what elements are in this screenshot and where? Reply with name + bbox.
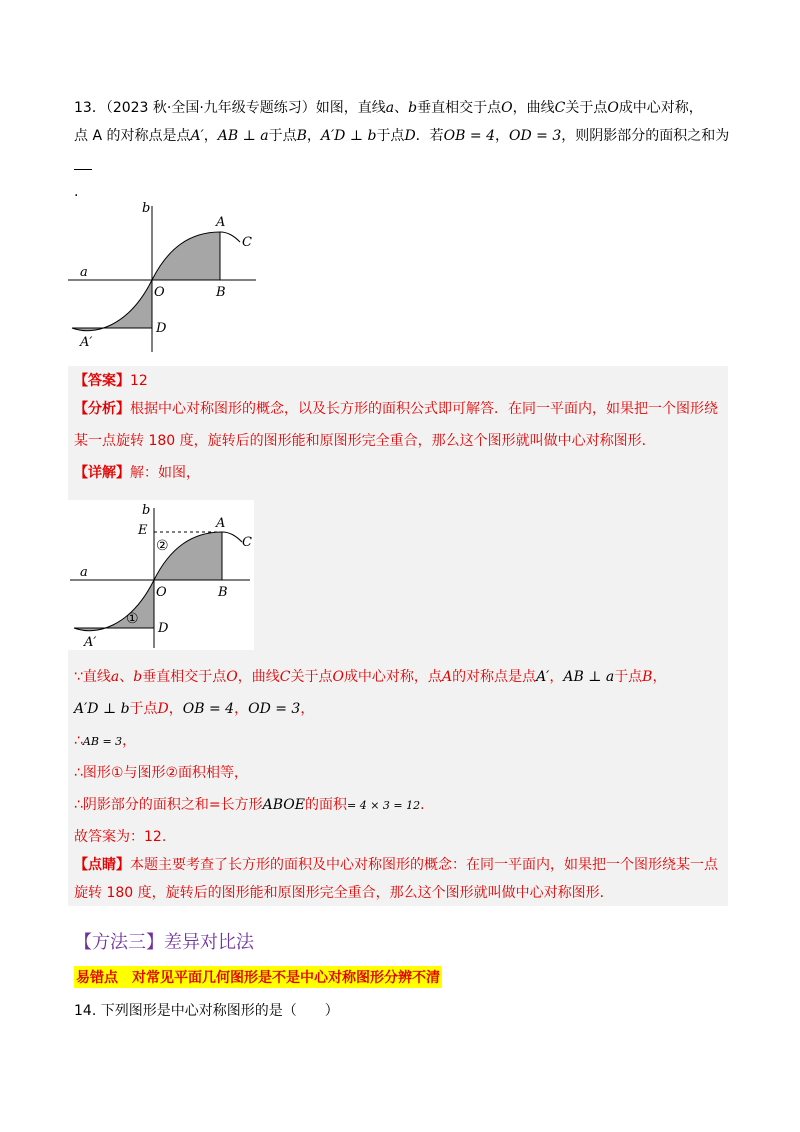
therefore-line-1 (74, 728, 136, 755)
shaded-region-1 (74, 580, 154, 631)
label-D: D (158, 621, 169, 636)
answer-blank (74, 155, 92, 170)
detail-text: 关于点 (290, 669, 333, 685)
var-d: D (404, 128, 416, 144)
detail-sep: 、 (119, 669, 134, 685)
eq-ob: OB = 4 (443, 128, 495, 144)
comment-line-1 (74, 852, 718, 878)
var-o: O (607, 100, 619, 116)
var-a: a (385, 100, 395, 116)
therefore-line-2: ∴图形①与图形②面积相等， (74, 765, 249, 781)
because-line-2 (74, 696, 314, 722)
detail-text: ∴阴影部分的面积之和=长方形 (74, 797, 263, 813)
comment-text: 本题主要考查了长方形的面积及中心对称图形的概念：在同一平面内，如果把一个图形绕某一点 (130, 857, 718, 873)
perp-ab-a: AB ⊥ a (563, 669, 615, 685)
detail-intro: 解：如图， (130, 465, 200, 481)
var-a-prime: A′ (190, 128, 204, 144)
answer-line (74, 368, 148, 394)
label-A-prime: A′ (84, 635, 97, 650)
var-b-point: B (296, 128, 307, 144)
shaded-region-2 (152, 232, 220, 280)
figure-2 (68, 500, 254, 650)
analysis-tag: 【分析】 (74, 401, 130, 417)
detail-text: ∴ (74, 733, 83, 749)
var-a-prime: A′ (536, 669, 550, 685)
shaded-region-1 (72, 280, 152, 331)
method-title: 【方法三】差异对比法 (74, 932, 254, 953)
answer-box (68, 366, 728, 906)
q13-text: 于点 (268, 128, 297, 144)
label-a: a (80, 565, 88, 580)
label-region-2: ② (156, 538, 169, 554)
detail-text: 垂直相交于点 (142, 669, 227, 685)
rect-abo-e: ABOE (262, 797, 305, 813)
eq-od: OD = 3 (248, 701, 301, 717)
detail-sep: ， (652, 669, 667, 685)
q13-text: ，曲线 (512, 100, 555, 116)
label-A-prime: A′ (80, 335, 93, 350)
detail-text: 成中心对称，点 (343, 669, 442, 685)
analysis-line-2: 某一点旋转 180 度，旋转后的图形能和原图形完全重合，那么这个图形就叫做中心对称图形． (74, 433, 656, 449)
var-a-point: A (441, 669, 453, 685)
q13-line-2 (74, 122, 734, 178)
q13-sep: ， (203, 128, 218, 144)
q13-line-3: . (74, 184, 79, 200)
comment-tag: 【点睛】 (74, 857, 130, 873)
label-A: A (216, 516, 226, 531)
perp-ad-b: A′D ⊥ b (74, 701, 130, 717)
q13-line-1 (74, 94, 734, 122)
q13-sep: ， (306, 128, 321, 144)
analysis-text: 根据中心对称图形的概念，以及长方形的面积公式即可解答．在同一平面内，如果把一个图形绕 (130, 401, 718, 417)
detail-sep: ， (168, 701, 183, 717)
label-D: D (156, 321, 167, 336)
q13-sep: ， (494, 128, 509, 144)
eq-ob: OB = 4 (182, 701, 235, 717)
detail-period: . (420, 797, 425, 813)
question-14: 14. 下列图形是中心对称图形的是（ ） (74, 1003, 339, 1019)
label-B: B (218, 585, 228, 600)
var-d: D (157, 701, 169, 717)
detail-line (74, 460, 200, 486)
label-C: C (242, 235, 252, 250)
eq-area: = 4 × 3 = 12 (347, 799, 421, 812)
comment-line-2: 旋转 180 度，旋转后的图形能和原图形完全重合，那么这个图形就叫做中心对称图形． (74, 885, 614, 901)
detail-sep: ， (549, 669, 564, 685)
label-region-1: ① (126, 611, 139, 627)
detail-sep: ， (122, 733, 137, 749)
label-a: a (80, 265, 88, 280)
pitfall-banner: 易错点 对常见平面几何图形是不是中心对称图形分辨不清 (74, 966, 442, 988)
label-E: E (138, 523, 148, 538)
detail-text: 于点 (614, 669, 643, 685)
detail-sep: ， (300, 701, 315, 717)
q13-text: ，则阴影部分的面积之和为 (561, 128, 730, 144)
answer-tag: 【答案】 (74, 373, 130, 389)
var-a: a (110, 669, 120, 685)
label-A: A (216, 215, 226, 230)
eq-od: OD = 3 (508, 128, 562, 144)
detail-tag: 【详解】 (74, 465, 130, 481)
var-b: b (408, 100, 418, 116)
eq-ab: AB = 3 (82, 735, 123, 748)
q13-text: ．若 (415, 128, 444, 144)
final-answer: 故答案为：12. (74, 829, 167, 845)
q13-text: 13．（2023 秋·全国·九年级专题练习）如图，直线 (74, 100, 386, 116)
detail-text: 的对称点是点 (452, 669, 537, 685)
detail-text: ∵直线 (74, 669, 111, 685)
figure-1 (68, 196, 268, 356)
detail-text: 的面积 (305, 797, 347, 813)
label-O: O (156, 585, 167, 600)
label-C: C (242, 535, 252, 550)
var-c: C (554, 100, 566, 116)
detail-text: ，曲线 (237, 669, 280, 685)
detail-sep: ， (234, 701, 249, 717)
question-13 (74, 94, 734, 206)
analysis-line-1 (74, 396, 718, 422)
var-o: O (501, 100, 513, 116)
var-b: b (133, 669, 143, 685)
q13-text: 关于点 (565, 100, 608, 116)
var-o: O (332, 669, 344, 685)
q13-text: 成中心对称， (618, 100, 703, 116)
label-O: O (154, 285, 165, 300)
because-line-1 (74, 664, 666, 690)
q13-sep: 、 (394, 100, 409, 116)
label-B: B (216, 285, 226, 300)
perp-ab-a: AB ⊥ a (217, 128, 269, 144)
var-o: O (226, 669, 238, 685)
therefore-line-3 (74, 792, 425, 819)
var-b-point: B (642, 669, 653, 685)
var-c: C (279, 669, 291, 685)
label-b: b (142, 201, 151, 216)
answer-value: 12 (130, 373, 148, 389)
detail-text: 于点 (129, 701, 158, 717)
perp-ad-b: A′D ⊥ b (320, 128, 377, 144)
q13-text: 于点 (376, 128, 405, 144)
q13-text: 点 A 的对称点是点 (74, 128, 191, 144)
label-b: b (142, 503, 151, 518)
q13-text: 垂直相交于点 (417, 100, 502, 116)
